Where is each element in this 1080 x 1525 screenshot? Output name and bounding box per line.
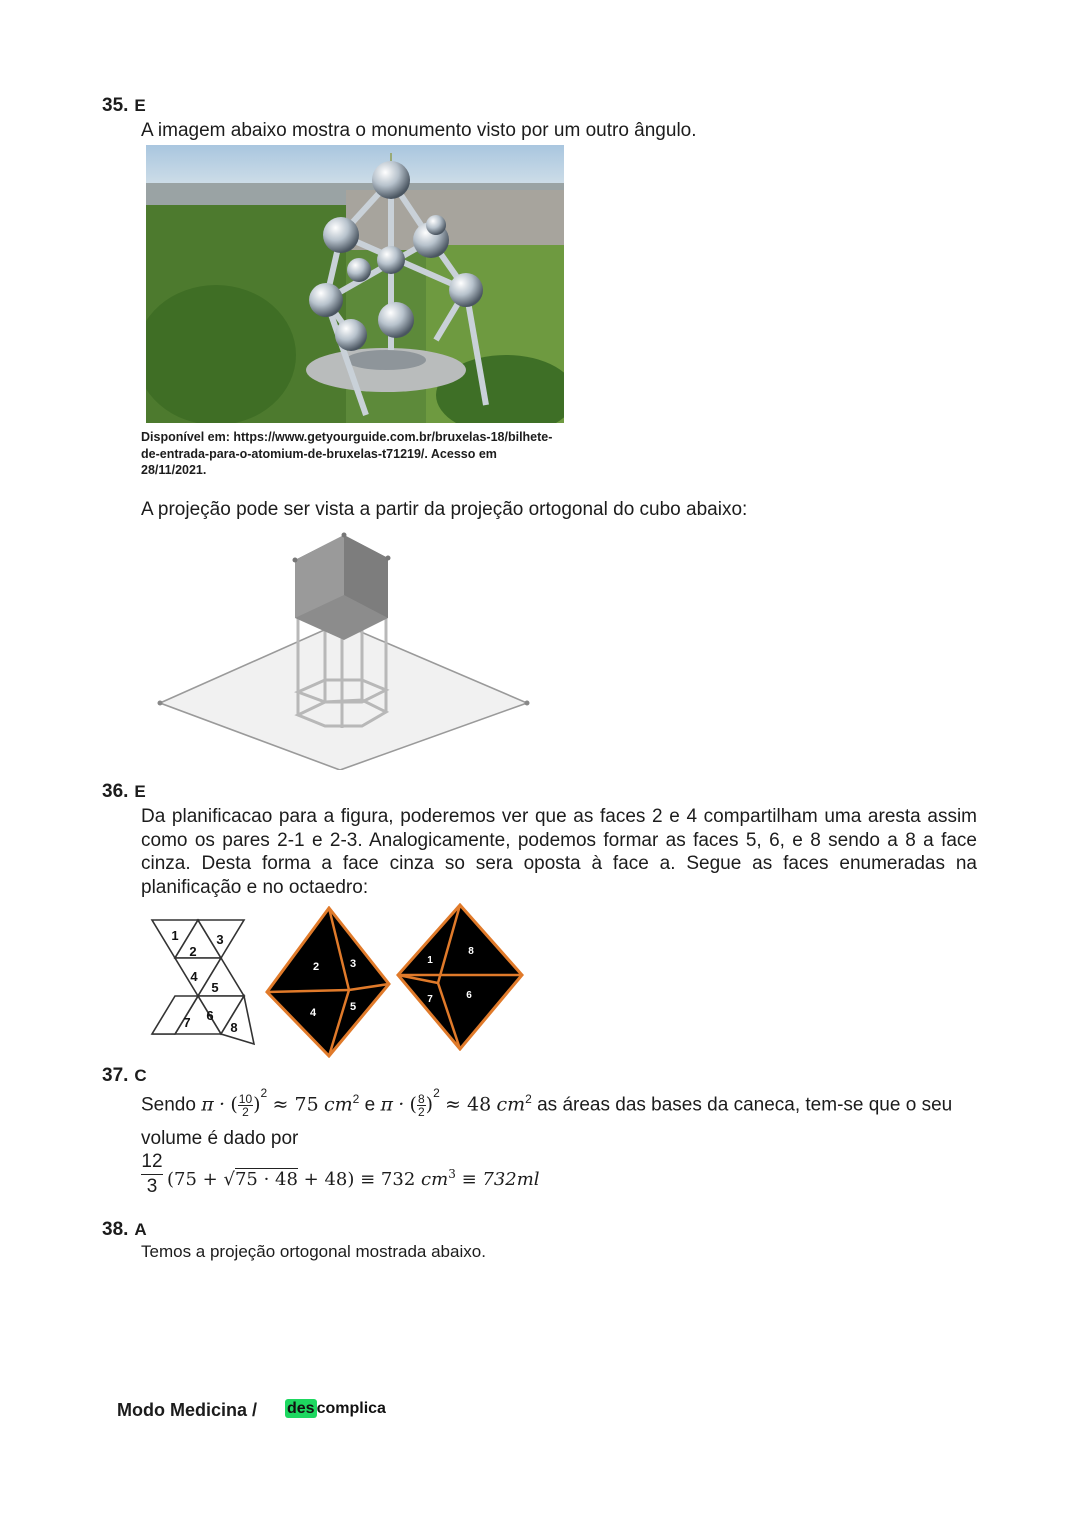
volume-fraction: 12 3 bbox=[141, 1151, 163, 1197]
cube-projection-diagram bbox=[150, 530, 540, 770]
net-label-1: 1 bbox=[171, 928, 179, 943]
octa1-label-4: 4 bbox=[309, 1007, 317, 1019]
net-label-5: 5 bbox=[211, 980, 219, 995]
net-label-2: 2 bbox=[189, 944, 197, 959]
octa1-label-2: 2 bbox=[312, 961, 320, 973]
question-37-number: 37. C bbox=[102, 1065, 147, 1086]
question-36-text: Da planificacao para a figura, poderemos ver que as faces 2 e 4 compartilham uma aresta assim como os pares 2-1 e 2-3. Analogicamente, podemos formar as faces 5, 6, e 8 sendo a 8 a face cinza. Desta forma a face cinza so sera oposta à face a. Segue as faces enumeradas na planificação e no octaedro: bbox=[141, 806, 977, 898]
descomplica-logo: des complica bbox=[287, 1400, 386, 1417]
footer-brand: Modo Medicina / bbox=[117, 1400, 258, 1420]
question-36-number: 36. E bbox=[102, 781, 146, 802]
net-label-4: 4 bbox=[190, 969, 198, 984]
question-36-answer: E bbox=[134, 782, 146, 801]
octa2-label-7: 7 bbox=[427, 994, 433, 1005]
octahedron-front-diagram bbox=[265, 906, 391, 1058]
octa2-label-1: 1 bbox=[427, 955, 433, 966]
net-label-7: 7 bbox=[183, 1015, 191, 1030]
question-38-text: Temos a projeção ortogonal mostrada abaixo. bbox=[141, 1242, 486, 1261]
octahedron-back-diagram bbox=[396, 903, 524, 1051]
question-37-answer: C bbox=[134, 1066, 147, 1085]
net-label-3: 3 bbox=[216, 932, 224, 947]
question-38-answer: A bbox=[134, 1220, 147, 1239]
question-35-number: 35. E bbox=[102, 95, 146, 116]
image-source-caption: Disponível em: https://www.getyourguide.com.br/bruxelas-18/bilhete- de-entrada-para-o-atomium-de-bruxelas-t71219/. Acesso em 28/11/2021. bbox=[141, 430, 553, 477]
question-37-line-2: volume é dado por bbox=[141, 1128, 299, 1149]
net-label-8: 8 bbox=[230, 1020, 238, 1035]
octa2-label-6: 6 bbox=[466, 990, 472, 1001]
question-35-projection-text: A projeção pode ser vista a partir da projeção ortogonal do cubo abaixo: bbox=[141, 499, 748, 520]
question-38-number: 38. A bbox=[102, 1219, 147, 1240]
question-35-answer: E bbox=[134, 96, 146, 115]
octa1-label-3: 3 bbox=[349, 958, 357, 970]
octahedron-net-diagram bbox=[150, 916, 258, 1050]
net-label-6: 6 bbox=[206, 1008, 214, 1023]
question-37-line-1: Sendo π · ( $\frac{10}{2}$ )$^2$ ≈ 75 $cm^2$ e π · ( $\frac{8}{2}$ )$^2$ ≈ 48 $cm^2$ as áreas das bases da caneca, tem-se que o seu bbox=[141, 1086, 953, 1119]
question-35-intro: A imagem abaixo mostra o monumento visto por um outro ângulo. bbox=[141, 120, 697, 141]
volume-formula: (75 + √75 · 48 + 48) ≡ 732 $cm^3 \equiv 732ml$ bbox=[167, 1167, 540, 1190]
octa2-label-8: 8 bbox=[468, 946, 474, 957]
octa1-label-5: 5 bbox=[349, 1001, 357, 1013]
atomium-photo bbox=[146, 145, 564, 423]
